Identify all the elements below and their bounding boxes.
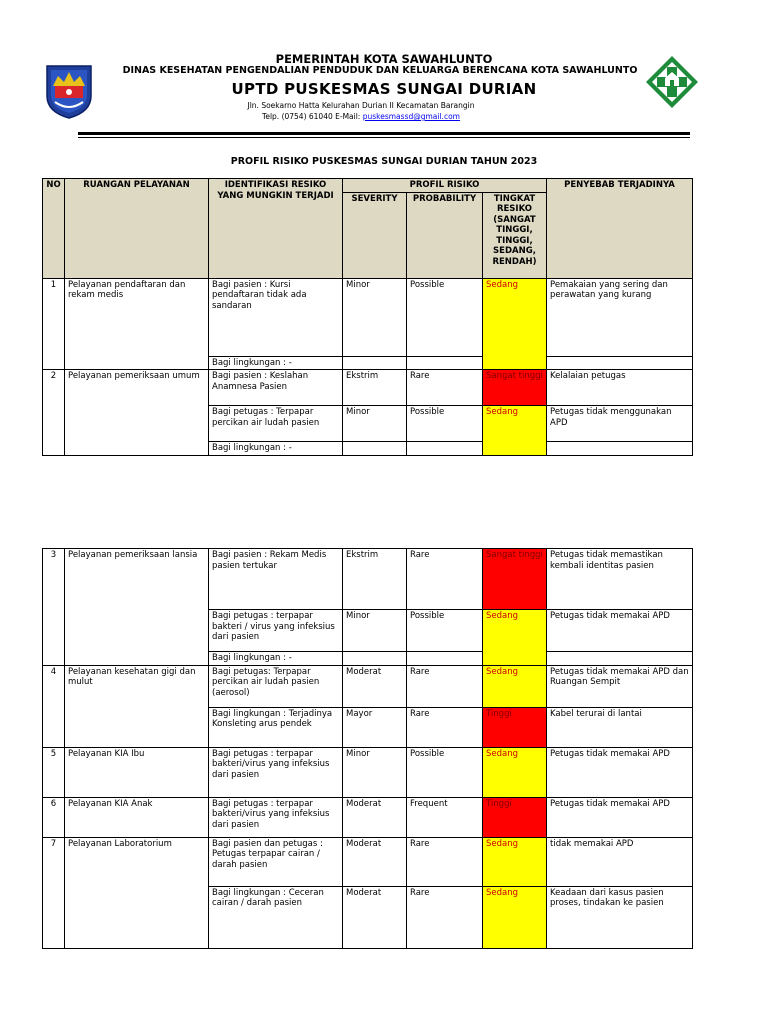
table-row	[43, 797, 693, 837]
cell-severity: Ekstrim	[343, 549, 407, 610]
cell-identifikasi: Bagi lingkungan : -	[209, 442, 343, 456]
cell-penyebab: Petugas tidak memakai APD	[547, 797, 693, 837]
table-row	[43, 747, 693, 797]
cell-tingkat: Sedang	[483, 886, 547, 948]
kop-divider-thick	[78, 132, 690, 135]
cell-no: 1	[43, 278, 65, 370]
risk-table-part2	[42, 548, 693, 949]
kop-institution: UPTD PUSKESMAS SUNGAI DURIAN	[231, 80, 537, 98]
cell-tingkat: Tinggi	[483, 707, 547, 747]
kop-government: PEMERINTAH KOTA SAWAHLUNTO	[275, 52, 493, 66]
cell-no: 7	[43, 837, 65, 948]
cell-probability: Possible	[407, 406, 483, 442]
cell-severity	[343, 356, 407, 370]
cell-identifikasi: Bagi petugas : terpapar bakteri / virus yang infeksius dari pasien	[209, 610, 343, 652]
kop-divider-thin	[78, 137, 690, 138]
header-identifikasi: IDENTIFIKASI RESIKO YANG MUNGKIN TERJADI	[209, 179, 343, 279]
cell-probability: Frequent	[407, 797, 483, 837]
cell-identifikasi: Bagi lingkungan : Ceceran cairan / darah pasien	[209, 886, 343, 948]
cell-probability	[407, 442, 483, 456]
cell-tingkat: Sedang	[483, 665, 547, 707]
cell-severity: Minor	[343, 278, 407, 356]
cell-penyebab	[547, 652, 693, 666]
cell-penyebab: Pemakaian yang sering dan perawatan yang kurang	[547, 278, 693, 356]
cell-penyebab: Petugas tidak memakai APD dan Ruangan Sempit	[547, 665, 693, 707]
cell-ruangan: Pelayanan pendaftaran dan rekam medis	[65, 278, 209, 370]
cell-probability: Possible	[407, 278, 483, 356]
cell-penyebab: tidak memakai APD	[547, 837, 693, 886]
header-no: NO	[43, 179, 65, 279]
cell-severity: Minor	[343, 406, 407, 442]
cell-identifikasi: Bagi lingkungan : -	[209, 356, 343, 370]
cell-tingkat: Sedang	[483, 747, 547, 797]
cell-no: 5	[43, 747, 65, 797]
cell-probability: Possible	[407, 747, 483, 797]
cell-identifikasi: Bagi petugas : terpapar bakteri/virus yang infeksius dari pasien	[209, 797, 343, 837]
cell-ruangan: Pelayanan Laboratorium	[65, 837, 209, 948]
cell-severity	[343, 652, 407, 666]
cell-penyebab: Petugas tidak menggunakan APD	[547, 406, 693, 442]
document-title: PROFIL RISIKO PUSKESMAS SUNGAI DURIAN TAHUN 2023	[230, 156, 538, 167]
cell-identifikasi: Bagi petugas: Terpapar percikan air ludah pasien (aerosol)	[209, 665, 343, 707]
cell-no: 2	[43, 370, 65, 456]
cell-severity: Moderat	[343, 797, 407, 837]
cell-identifikasi: Bagi pasien dan petugas : Petugas terpapar cairan / darah pasien	[209, 837, 343, 886]
cell-ruangan: Pelayanan KIA Anak	[65, 797, 209, 837]
cell-no: 4	[43, 665, 65, 747]
cell-severity: Moderat	[343, 837, 407, 886]
cell-penyebab: Petugas tidak memastikan kembali identitas pasien	[547, 549, 693, 610]
cell-penyebab	[547, 356, 693, 370]
cell-identifikasi: Bagi petugas : terpapar bakteri/virus yang infeksius dari pasien	[209, 747, 343, 797]
cell-ruangan: Pelayanan pemeriksaan umum	[65, 370, 209, 456]
header-probability: PROBABILITY	[407, 192, 483, 278]
cell-penyebab	[547, 442, 693, 456]
cell-severity: Minor	[343, 747, 407, 797]
cell-identifikasi: Bagi petugas : Terpapar percikan air ludah pasien	[209, 406, 343, 442]
cell-tingkat: Sedang	[483, 278, 547, 370]
kop-phone: Telp. (0754) 61040 E-Mail:	[262, 112, 363, 121]
cell-tingkat: Sedang	[483, 406, 547, 456]
kop-department: DINAS KESEHATAN PENGENDALIAN PENDUDUK DAN KELUARGA BERENCANA KOTA SAWAHLUNTO	[122, 65, 638, 76]
cell-tingkat: Sedang	[483, 837, 547, 886]
cell-ruangan: Pelayanan KIA Ibu	[65, 747, 209, 797]
letterhead	[0, 0, 768, 140]
cell-probability: Rare	[407, 707, 483, 747]
cell-probability: Rare	[407, 886, 483, 948]
cell-probability: Rare	[407, 665, 483, 707]
cell-penyebab: Petugas tidak memakai APD	[547, 610, 693, 652]
table-row	[43, 278, 693, 356]
kop-contact	[0, 112, 722, 121]
cell-severity: Ekstrim	[343, 370, 407, 406]
cell-no: 3	[43, 549, 65, 666]
cell-tingkat: Sedang	[483, 610, 547, 666]
table-row	[43, 549, 693, 610]
cell-probability: Rare	[407, 549, 483, 610]
cell-penyebab: Petugas tidak memakai APD	[547, 747, 693, 797]
cell-penyebab: Kelalaian petugas	[547, 370, 693, 406]
header-tingkat: TINGKAT RESIKO (SANGAT TINGGI, TINGGI, SEDANG, RENDAH)	[483, 192, 547, 278]
header-penyebab: PENYEBAB TERJADINYA	[547, 179, 693, 279]
table-row	[43, 665, 693, 707]
cell-penyebab: Kabel terurai di lantai	[547, 707, 693, 747]
cell-identifikasi: Bagi pasien : Keslahan Anamnesa Pasien	[209, 370, 343, 406]
cell-identifikasi: Bagi pasien : Rekam Medis pasien tertukar	[209, 549, 343, 610]
cell-probability	[407, 652, 483, 666]
header-profil-risiko: PROFIL RISIKO	[343, 179, 547, 193]
cell-probability	[407, 356, 483, 370]
cell-ruangan: Pelayanan kesehatan gigi dan mulut	[65, 665, 209, 747]
cell-no: 6	[43, 797, 65, 837]
cell-identifikasi: Bagi lingkungan : -	[209, 652, 343, 666]
cell-identifikasi: Bagi lingkungan : Terjadinya Konsleting arus pendek	[209, 707, 343, 747]
risk-table-part1	[42, 178, 693, 456]
cell-probability: Possible	[407, 610, 483, 652]
cell-tingkat: Sangat tinggi	[483, 370, 547, 406]
cell-identifikasi: Bagi pasien : Kursi pendaftaran tidak ada sandaran	[209, 278, 343, 356]
cell-severity	[343, 442, 407, 456]
header-severity: SEVERITY	[343, 192, 407, 278]
kop-email-link[interactable]: puskesmassd@gmail.com	[362, 112, 460, 121]
cell-probability: Rare	[407, 837, 483, 886]
cell-ruangan: Pelayanan pemeriksaan lansia	[65, 549, 209, 666]
table-row	[43, 370, 693, 406]
cell-severity: Moderat	[343, 886, 407, 948]
cell-severity: Minor	[343, 610, 407, 652]
header-ruangan: RUANGAN PELAYANAN	[65, 179, 209, 279]
cell-severity: Mayor	[343, 707, 407, 747]
cell-penyebab: Keadaan dari kasus pasien proses, tindakan ke pasien	[547, 886, 693, 948]
cell-tingkat: Sangat tinggi	[483, 549, 547, 610]
puskesmas-cross-icon	[643, 53, 701, 111]
cell-severity: Moderat	[343, 665, 407, 707]
cell-probability: Rare	[407, 370, 483, 406]
table-row	[43, 837, 693, 886]
kop-address: Jln. Soekarno Hatta Kelurahan Durian II Kecamatan Barangin	[247, 101, 475, 110]
cell-tingkat: Tinggi	[483, 797, 547, 837]
